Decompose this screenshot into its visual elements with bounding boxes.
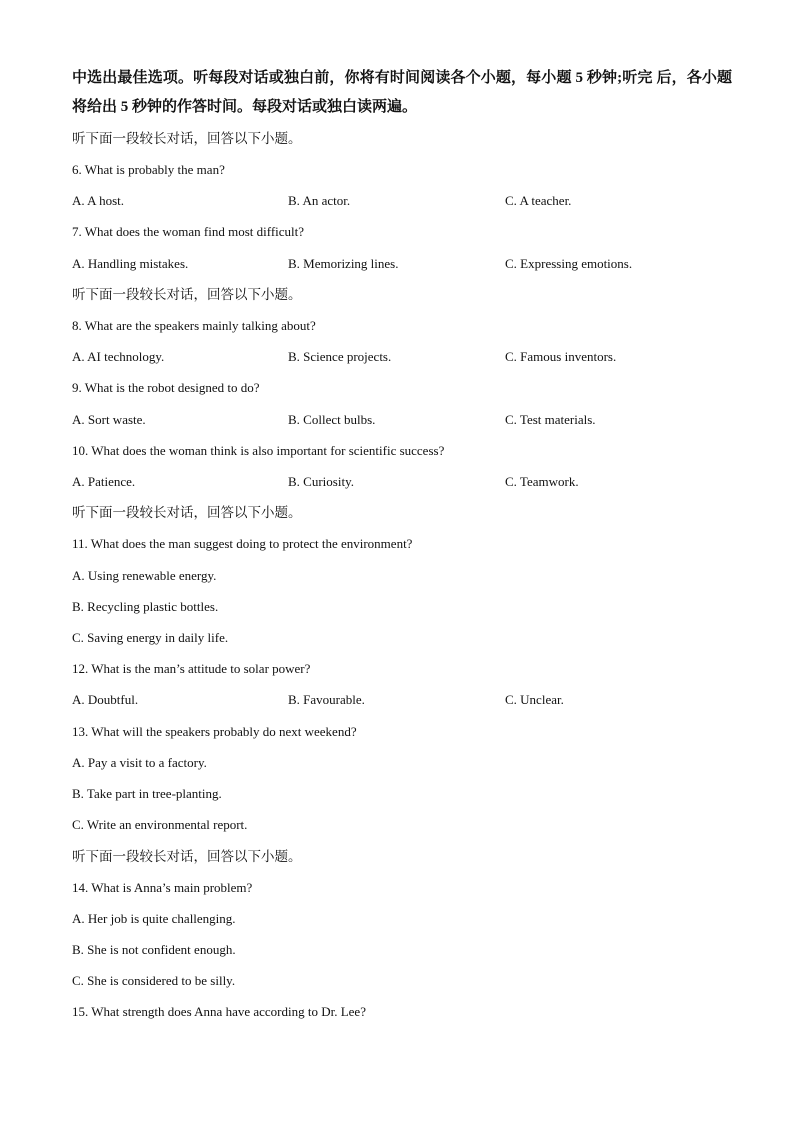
- option-a: A. Sort waste.: [72, 412, 146, 427]
- question-9: 9. What is the robot designed to do?: [72, 380, 260, 395]
- option-c: C. Saving energy in daily life.: [72, 630, 229, 645]
- option-b: B. An actor.: [288, 193, 351, 208]
- option-b: B. Collect bulbs.: [288, 412, 376, 427]
- section-heading: 听下面一段较长对话，回答以下小题。: [72, 505, 302, 520]
- option-a: A. Handling mistakes.: [72, 256, 189, 271]
- option-c: C. Teamwork.: [505, 474, 579, 489]
- option-a: A. Doubtful.: [72, 692, 139, 707]
- option-b: B. Memorizing lines.: [288, 256, 399, 271]
- option-c: C. Write an environmental report.: [72, 817, 248, 832]
- option-c: C. She is considered to be silly.: [72, 973, 236, 988]
- option-c: C. Unclear.: [505, 692, 564, 707]
- option-b: B. She is not confident enough.: [72, 942, 236, 957]
- option-b: B. Take part in tree-planting.: [72, 786, 222, 801]
- option-c: C. Famous inventors.: [505, 349, 617, 364]
- question-10: 10. What does the woman think is also important for scientific success?: [72, 443, 445, 458]
- option-c: C. Test materials.: [505, 412, 596, 427]
- option-c: C. A teacher.: [505, 193, 572, 208]
- question-14: 14. What is Anna’s main problem?: [72, 880, 253, 895]
- option-a: A. A host.: [72, 193, 125, 208]
- option-c: C. Expressing emotions.: [505, 256, 633, 271]
- option-a: A. Pay a visit to a factory.: [72, 755, 207, 770]
- question-11: 11. What does the man suggest doing to protect the environment?: [72, 536, 413, 551]
- section-heading: 听下面一段较长对话，回答以下小题。: [72, 131, 302, 146]
- option-a: A. AI technology.: [72, 349, 165, 364]
- question-12: 12. What is the man’s attitude to solar power?: [72, 661, 311, 676]
- option-a: A. Patience.: [72, 474, 136, 489]
- question-6: 6. What is probably the man?: [72, 162, 225, 177]
- section-heading: 听下面一段较长对话，回答以下小题。: [72, 287, 302, 302]
- question-13: 13. What will the speakers probably do next weekend?: [72, 724, 357, 739]
- option-b: B. Curiosity.: [288, 474, 354, 489]
- question-8: 8. What are the speakers mainly talking about?: [72, 318, 316, 333]
- question-15: 15. What strength does Anna have according to Dr. Lee?: [72, 1004, 366, 1019]
- option-b: B. Favourable.: [288, 692, 365, 707]
- option-a: A. Her job is quite challenging.: [72, 911, 236, 926]
- option-b: B. Science projects.: [288, 349, 392, 364]
- option-b: B. Recycling plastic bottles.: [72, 599, 219, 614]
- section-heading: 听下面一段较长对话，回答以下小题。: [72, 849, 302, 864]
- question-7: 7. What does the woman find most difficult?: [72, 224, 305, 239]
- instructions-paragraph: 中选出最佳选项。听每段对话或独白前，你将有时间阅读各个小题，每小题 5 秒钟;听完 后，各小题将给出 5 秒钟的作答时间。每段对话或独白读两遍。: [72, 70, 732, 115]
- option-a: A. Using renewable energy.: [72, 568, 217, 583]
